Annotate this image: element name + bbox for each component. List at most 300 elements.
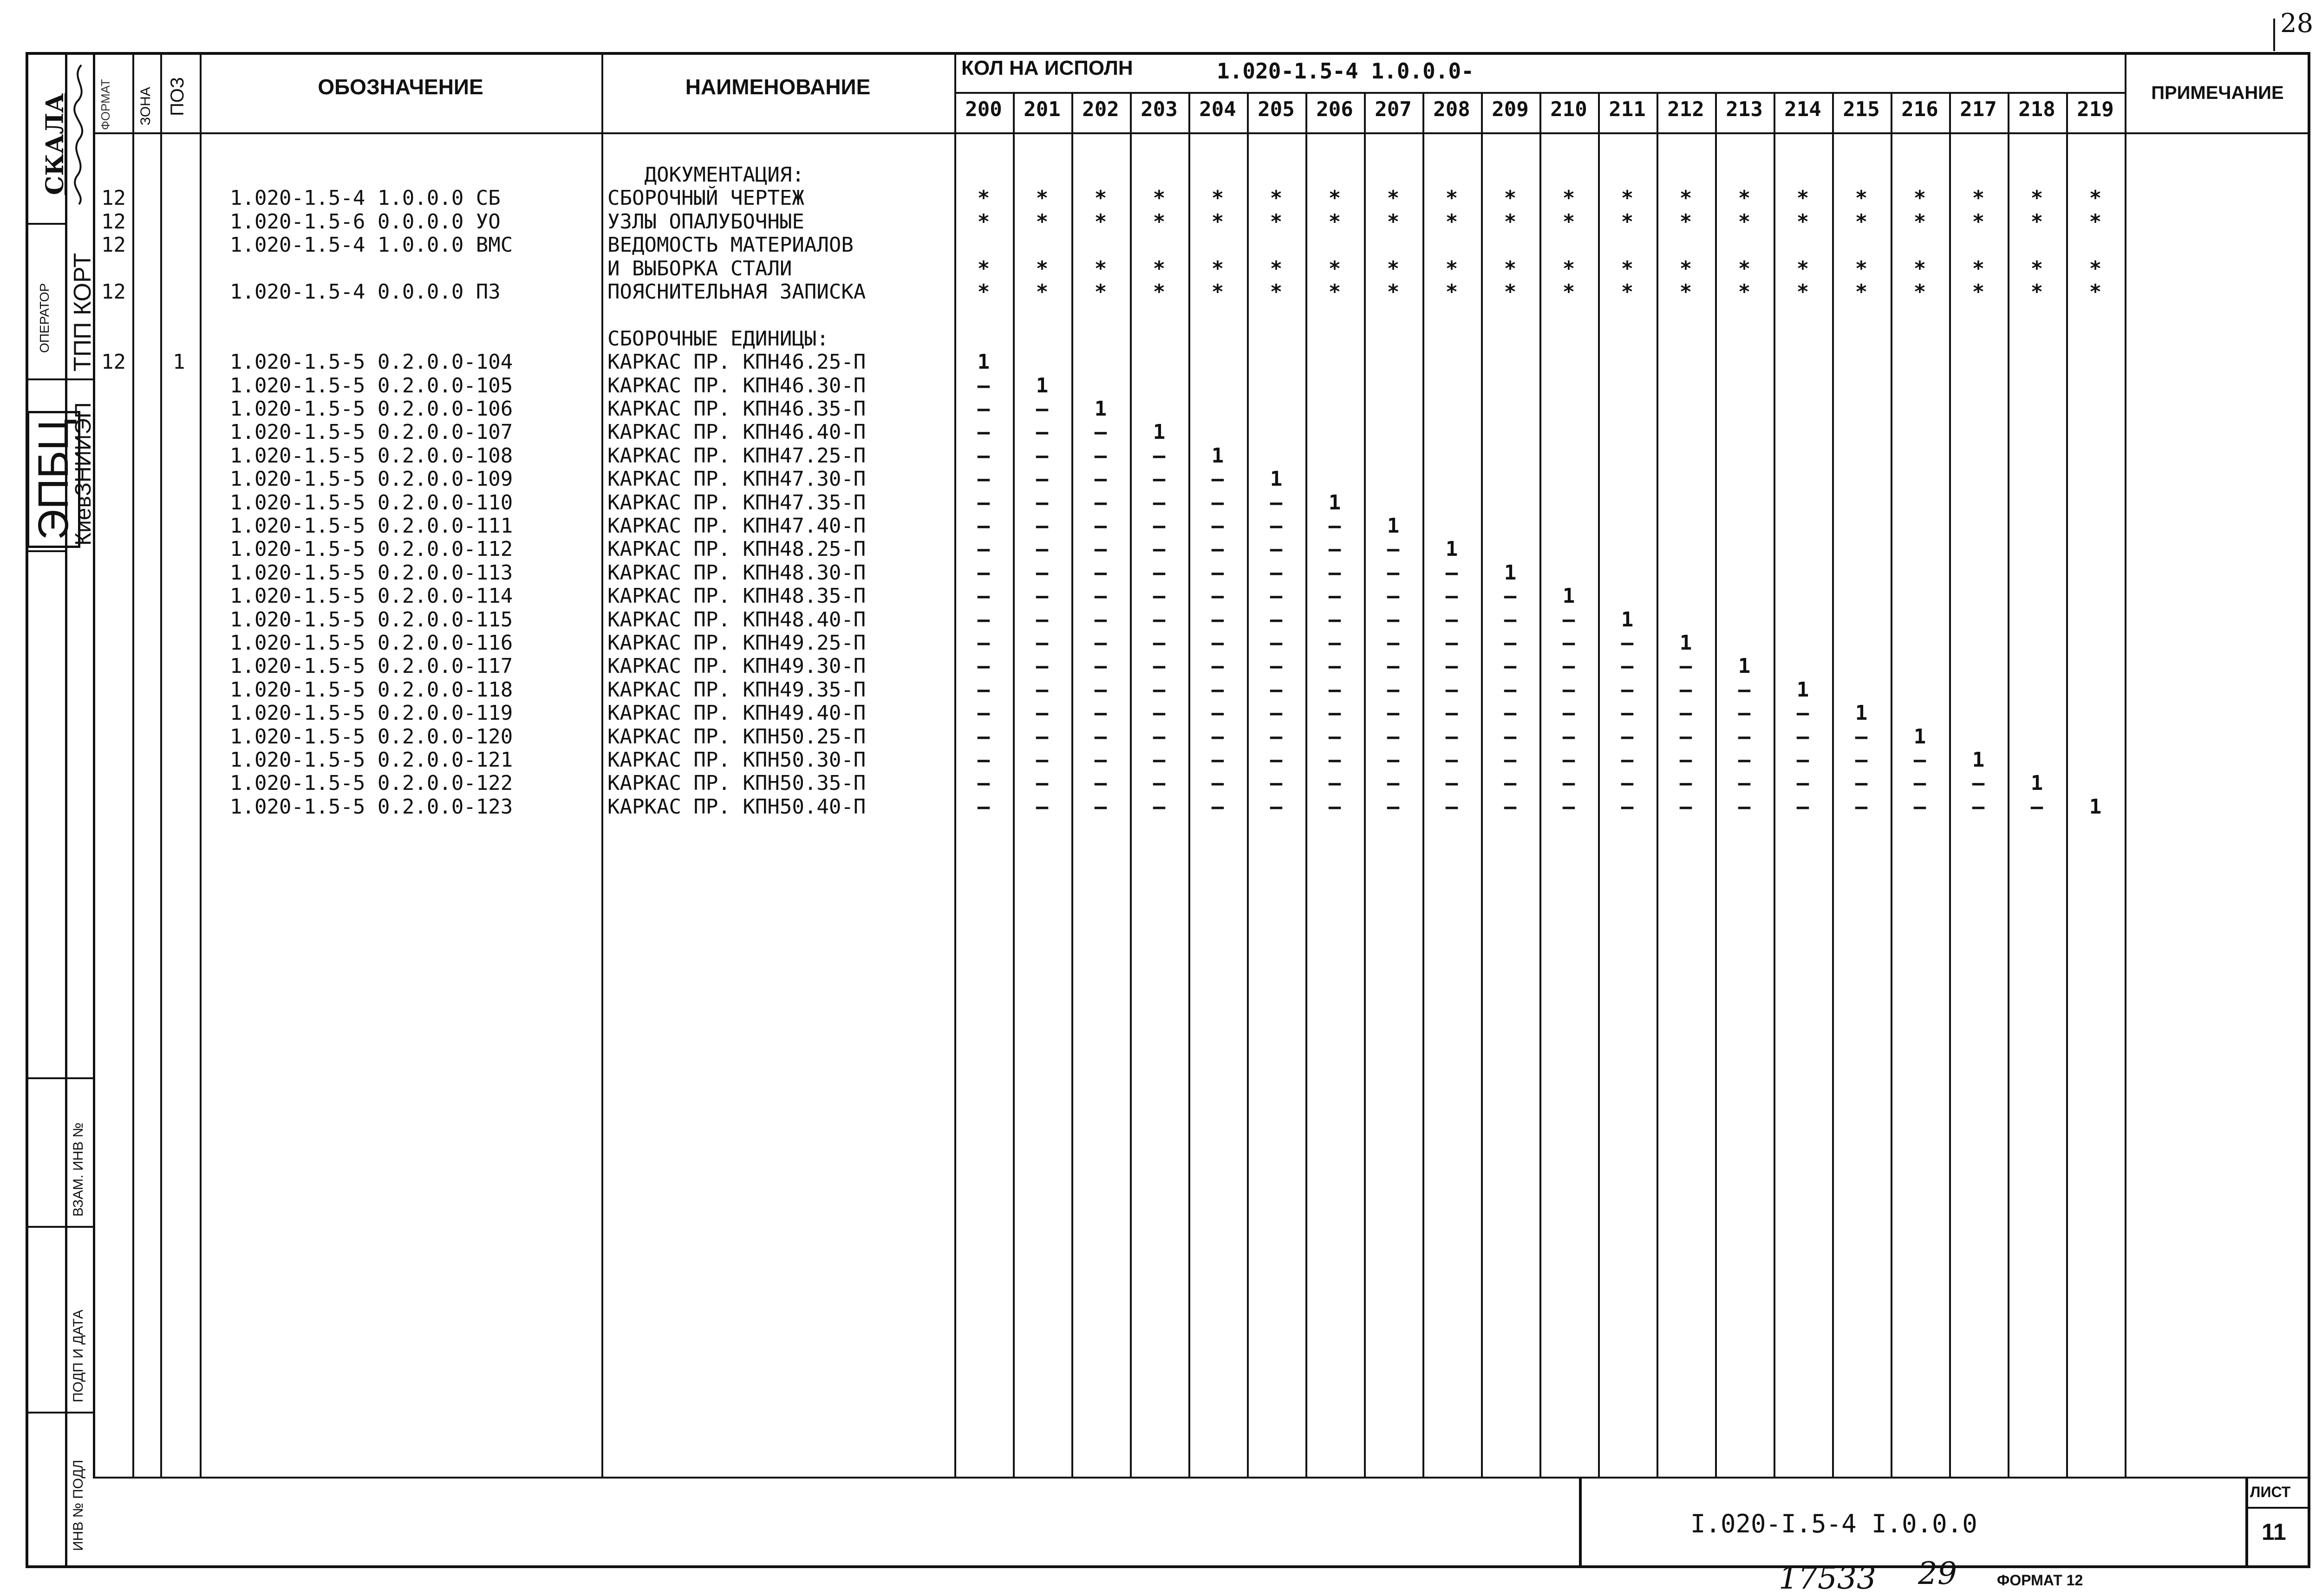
row-qty-cell: 1	[1679, 631, 1692, 655]
row-qty-cell: –	[1328, 701, 1341, 725]
row-qty-cell: –	[1738, 677, 1751, 702]
row-qty-cell: –	[1036, 420, 1049, 444]
variant-column-number: 200	[965, 98, 1002, 121]
row-qty-cell: –	[1855, 795, 1868, 819]
row-qty-cell: *	[1094, 280, 1107, 304]
row-qty-cell: –	[1796, 795, 1809, 819]
row-qty-cell: –	[977, 514, 990, 538]
row-designation: 1.020-1.5-5 0.2.0.0-117	[230, 654, 513, 678]
row-qty-cell: –	[977, 584, 990, 608]
row-qty-cell: *	[1445, 186, 1458, 210]
row-qty-cell: –	[1270, 490, 1283, 515]
row-qty-cell: –	[1036, 537, 1049, 561]
row-qty-cell: *	[1679, 280, 1692, 304]
row-qty-cell: –	[1796, 748, 1809, 772]
row-designation: 1.020-1.5-5 0.2.0.0-105	[230, 373, 513, 397]
row-qty-cell: –	[1387, 631, 1400, 655]
row-qty-cell: –	[1094, 514, 1107, 538]
row-qty-cell: –	[1211, 771, 1224, 795]
row-qty-cell: –	[1562, 748, 1575, 772]
row-qty-cell: –	[1153, 677, 1166, 702]
row-qty-cell: *	[1387, 256, 1400, 280]
variant-column-number: 203	[1141, 98, 1178, 121]
header-naimenovanie: НАИМЕНОВАНИЕ	[685, 75, 871, 99]
row-qty-cell: –	[1621, 701, 1634, 725]
row-qty-cell: *	[1796, 256, 1809, 280]
row-qty-cell: *	[2030, 186, 2043, 210]
row-qty-cell: –	[1738, 795, 1751, 819]
row-qty-cell: –	[1621, 795, 1634, 819]
row-qty-cell: 1	[1621, 607, 1634, 632]
variant-column-number: 217	[1960, 98, 1997, 121]
row-qty-cell: –	[977, 654, 990, 678]
row-qty-cell: –	[1036, 795, 1049, 819]
row-qty-cell: –	[1211, 537, 1224, 561]
row-qty-cell: –	[1153, 631, 1166, 655]
row-designation: 1.020-1.5-6 0.0.0.0 УО	[230, 209, 501, 234]
row-qty-cell: –	[1387, 537, 1400, 561]
row-name: КАРКАС ПР. КПН48.35-П	[607, 584, 866, 608]
col-line-prim	[2125, 55, 2126, 1479]
page-number-tick	[2273, 19, 2275, 51]
row-qty-cell: *	[1738, 280, 1751, 304]
row-designation: 1.020-1.5-5 0.2.0.0-110	[230, 490, 513, 515]
variant-column-number: 212	[1667, 98, 1704, 121]
row-name: КАРКАС ПР. КПН50.40-П	[607, 795, 866, 819]
row-qty-cell: –	[1445, 795, 1458, 819]
row-qty-cell: –	[1328, 654, 1341, 678]
row-designation: 1.020-1.5-5 0.2.0.0-109	[230, 467, 513, 491]
row-qty-cell: –	[977, 397, 990, 421]
row-qty-cell: –	[1036, 771, 1049, 795]
row-format: 12	[101, 350, 126, 374]
row-qty-cell: –	[1387, 584, 1400, 608]
row-qty-cell: 1	[1855, 701, 1868, 725]
kievzniiep-label: КиевЗНИИЭП	[71, 402, 96, 546]
row-qty-cell: –	[1328, 724, 1341, 749]
row-qty-cell: –	[1796, 724, 1809, 749]
row-designation: 1.020-1.5-5 0.2.0.0-114	[230, 584, 513, 608]
row-qty-cell: *	[1211, 186, 1224, 210]
row-qty-cell: 1	[1504, 560, 1517, 585]
row-qty-cell: *	[1972, 280, 1985, 304]
row-qty-cell: –	[1621, 748, 1634, 772]
row-name: ВЕДОМОСТЬ МАТЕРИАЛОВ	[607, 233, 854, 257]
row-qty-cell: –	[1094, 677, 1107, 702]
row-qty-cell: –	[1679, 771, 1692, 795]
header-bottom-line	[93, 132, 2308, 134]
row-qty-cell: –	[1094, 795, 1107, 819]
row-qty-cell: –	[1036, 607, 1049, 632]
row-qty-cell: *	[1972, 256, 1985, 280]
row-qty-cell: –	[1270, 631, 1283, 655]
row-qty-cell: –	[1036, 443, 1049, 468]
row-qty-cell: –	[1738, 771, 1751, 795]
row-qty-cell: *	[1855, 209, 1868, 234]
row-qty-cell: *	[2089, 256, 2102, 280]
row-qty-cell: –	[1153, 490, 1166, 515]
row-qty-cell: *	[1445, 256, 1458, 280]
row-designation: 1.020-1.5-5 0.2.0.0-108	[230, 443, 513, 468]
row-qty-cell: –	[1153, 654, 1166, 678]
row-qty-cell: *	[1270, 186, 1283, 210]
row-qty-cell: –	[1211, 467, 1224, 491]
row-qty-cell: *	[1036, 209, 1049, 234]
row-qty-cell: *	[1094, 256, 1107, 280]
row-qty-cell: *	[1445, 280, 1458, 304]
row-qty-cell: –	[1270, 701, 1283, 725]
row-name: КАРКАС ПР. КПН50.25-П	[607, 724, 866, 749]
row-qty-cell: –	[1621, 771, 1634, 795]
row-qty-cell: –	[1328, 560, 1341, 585]
left-strip-line	[65, 52, 67, 1568]
list-label: ЛИСТ	[2250, 1484, 2291, 1500]
row-name: КАРКАС ПР. КПН47.40-П	[607, 514, 866, 538]
row-qty-cell: –	[1153, 514, 1166, 538]
row-qty-cell: *	[1913, 209, 1926, 234]
row-qty-cell: –	[1153, 748, 1166, 772]
signature-scribble	[67, 60, 93, 209]
row-designation: 1.020-1.5-4 0.0.0.0 ПЗ	[230, 280, 501, 304]
title-block-top-line	[93, 1477, 2308, 1479]
row-qty-cell: –	[1211, 631, 1224, 655]
row-qty-cell: –	[977, 467, 990, 491]
row-qty-cell: –	[1913, 795, 1926, 819]
variant-column-number: 208	[1433, 98, 1470, 121]
row-name: КАРКАС ПР. КПН47.35-П	[607, 490, 866, 515]
row-qty-cell: *	[1328, 280, 1341, 304]
row-qty-cell: –	[1972, 771, 1985, 795]
row-qty-cell: *	[1855, 186, 1868, 210]
col-line-pos	[160, 55, 162, 1479]
row-name: КАРКАС ПР. КПН49.35-П	[607, 677, 866, 702]
row-qty-cell: –	[1504, 795, 1517, 819]
row-qty-cell: *	[1153, 256, 1166, 280]
row-qty-cell: –	[1328, 748, 1341, 772]
row-qty-cell: *	[1387, 280, 1400, 304]
row-qty-cell: *	[1211, 280, 1224, 304]
row-qty-cell: *	[1270, 209, 1283, 234]
row-qty-cell: *	[1621, 209, 1634, 234]
row-name: КАРКАС ПР. КПН50.30-П	[607, 748, 866, 772]
row-qty-cell: *	[1796, 209, 1809, 234]
list-box-split	[2245, 1507, 2310, 1509]
variant-column-number: 215	[1843, 98, 1880, 121]
row-qty-cell: *	[2089, 186, 2102, 210]
row-qty-cell: 1	[1387, 514, 1400, 538]
row-qty-cell: –	[1913, 748, 1926, 772]
row-qty-cell: –	[1094, 443, 1107, 468]
row-qty-cell: –	[1094, 607, 1107, 632]
row-qty-cell: *	[1328, 209, 1341, 234]
row-qty-cell: –	[1328, 537, 1341, 561]
header-variant-base: 1.020-1.5-4 1.0.0.0-	[1217, 59, 1474, 84]
row-qty-cell: 1	[1445, 537, 1458, 561]
row-qty-cell: –	[1445, 677, 1458, 702]
row-qty-cell: –	[1855, 748, 1868, 772]
row-qty-cell: –	[1445, 560, 1458, 585]
row-qty-cell: *	[1562, 186, 1575, 210]
row-designation: 1.020-1.5-5 0.2.0.0-112	[230, 537, 513, 561]
row-qty-cell: –	[1387, 677, 1400, 702]
row-qty-cell: –	[1036, 397, 1049, 421]
row-qty-cell: –	[1211, 607, 1224, 632]
left-strip-divider-5	[26, 1226, 93, 1228]
row-qty-cell: –	[1094, 584, 1107, 608]
header-pos: ПОЗ	[167, 77, 188, 116]
row-qty-cell: *	[1621, 280, 1634, 304]
row-qty-cell: –	[1211, 677, 1224, 702]
row-pos: 1	[173, 350, 185, 374]
row-format: 12	[101, 186, 126, 210]
row-qty-cell: *	[1094, 209, 1107, 234]
row-designation: 1.020-1.5-5 0.2.0.0-111	[230, 514, 513, 538]
row-qty-cell: *	[1621, 256, 1634, 280]
row-qty-cell: –	[1387, 771, 1400, 795]
row-qty-cell: *	[1504, 280, 1517, 304]
row-qty-cell: 1	[1972, 748, 1985, 772]
row-qty-cell: –	[1504, 607, 1517, 632]
row-qty-cell: –	[1855, 771, 1868, 795]
row-qty-cell: –	[1738, 724, 1751, 749]
row-qty-cell: –	[1270, 724, 1283, 749]
row-qty-cell: –	[1387, 607, 1400, 632]
row-qty-cell: *	[1738, 186, 1751, 210]
row-qty-cell: –	[1445, 771, 1458, 795]
row-qty-cell: –	[1679, 748, 1692, 772]
row-qty-cell: 1	[1738, 654, 1751, 678]
row-qty-cell: –	[1153, 701, 1166, 725]
row-qty-cell: –	[1562, 771, 1575, 795]
row-qty-cell: –	[1094, 771, 1107, 795]
row-qty-cell: *	[977, 256, 990, 280]
left-strip-divider-1	[26, 223, 67, 225]
row-qty-cell: –	[1211, 654, 1224, 678]
row-qty-cell: –	[1562, 654, 1575, 678]
row-qty-cell: –	[1153, 537, 1166, 561]
row-qty-cell: –	[1036, 514, 1049, 538]
row-qty-cell: –	[1153, 443, 1166, 468]
row-qty-cell: –	[1504, 748, 1517, 772]
row-qty-cell: –	[1153, 795, 1166, 819]
footer-format: ФОРМАТ 12	[1997, 1572, 2083, 1589]
row-qty-cell: –	[1211, 795, 1224, 819]
row-qty-cell: –	[1972, 795, 1985, 819]
title-block-box	[1579, 1477, 1582, 1568]
row-qty-cell: *	[1913, 280, 1926, 304]
row-qty-cell: *	[1094, 186, 1107, 210]
variant-column-number: 213	[1726, 98, 1763, 121]
row-qty-cell: *	[1679, 209, 1692, 234]
row-qty-cell: –	[1270, 795, 1283, 819]
left-strip-divider-2	[26, 378, 93, 380]
left-strip-divider-4	[26, 1077, 93, 1079]
row-qty-cell: –	[1036, 724, 1049, 749]
row-qty-cell: 1	[1796, 677, 1809, 702]
row-qty-cell: –	[1504, 724, 1517, 749]
row-qty-cell: –	[1387, 560, 1400, 585]
row-qty-cell: –	[1036, 560, 1049, 585]
row-qty-cell: –	[1036, 490, 1049, 515]
row-designation: 1.020-1.5-5 0.2.0.0-106	[230, 397, 513, 421]
row-qty-cell: –	[1036, 631, 1049, 655]
row-qty-cell: –	[1679, 677, 1692, 702]
header-zona: ЗОНА	[138, 87, 153, 125]
row-designation: 1.020-1.5-5 0.2.0.0-116	[230, 631, 513, 655]
row-qty-cell: –	[1270, 654, 1283, 678]
row-qty-cell: –	[1211, 748, 1224, 772]
row-qty-cell: *	[1855, 256, 1868, 280]
vzam-inv-label: ВЗАМ. ИНВ №	[71, 1122, 86, 1217]
row-name: КАРКАС ПР. КПН46.25-П	[607, 350, 866, 374]
row-qty-cell: *	[2030, 256, 2043, 280]
row-qty-cell: –	[977, 560, 990, 585]
row-qty-cell: –	[1445, 724, 1458, 749]
row-qty-cell: 1	[1094, 397, 1107, 421]
row-qty-cell: *	[1913, 186, 1926, 210]
variant-column-number: 204	[1199, 98, 1236, 121]
skala-label: СКАЛА	[41, 93, 69, 195]
title-designation: I.020-I.5-4 I.0.0.0	[1690, 1509, 1977, 1538]
page-number-top: 28	[2280, 8, 2314, 39]
row-name: КАРКАС ПР. КПН47.30-П	[607, 467, 866, 491]
row-qty-cell: *	[1036, 186, 1049, 210]
header-primechanie: ПРИМЕЧАНИЕ	[2151, 83, 2284, 103]
variant-column-number: 206	[1316, 98, 1353, 121]
row-qty-cell: –	[1913, 771, 1926, 795]
row-qty-cell: –	[1387, 724, 1400, 749]
row-designation: 1.020-1.5-4 1.0.0.0 СБ	[230, 186, 501, 210]
variant-column-number: 216	[1901, 98, 1938, 121]
row-qty-cell: –	[1621, 654, 1634, 678]
row-designation: 1.020-1.5-5 0.2.0.0-113	[230, 560, 513, 585]
podp-data-label: ПОДП И ДАТА	[71, 1309, 86, 1402]
row-qty-cell: –	[977, 373, 990, 397]
row-name: УЗЛЫ ОПАЛУБОЧНЫЕ	[607, 209, 804, 234]
row-qty-cell: 1	[1036, 373, 1049, 397]
row-qty-cell: –	[1036, 748, 1049, 772]
row-designation: 1.020-1.5-5 0.2.0.0-104	[230, 350, 513, 374]
row-qty-cell: *	[1270, 280, 1283, 304]
row-qty-cell: *	[1153, 280, 1166, 304]
row-qty-cell: –	[1036, 584, 1049, 608]
row-qty-cell: –	[1679, 654, 1692, 678]
row-qty-cell: *	[1738, 256, 1751, 280]
row-qty-cell: –	[1094, 490, 1107, 515]
row-name: КАРКАС ПР. КПН50.35-П	[607, 771, 866, 795]
row-qty-cell: –	[1270, 560, 1283, 585]
row-qty-cell: –	[1094, 631, 1107, 655]
row-qty-cell: –	[977, 748, 990, 772]
row-qty-cell: –	[1153, 607, 1166, 632]
row-format: 12	[101, 209, 126, 234]
row-qty-cell: –	[977, 795, 990, 819]
row-qty-cell: –	[1562, 795, 1575, 819]
row-qty-cell: *	[1211, 209, 1224, 234]
row-qty-cell: –	[1504, 771, 1517, 795]
row-qty-cell: –	[1270, 537, 1283, 561]
row-designation: 1.020-1.5-5 0.2.0.0-115	[230, 607, 513, 632]
variant-column-number: 205	[1258, 98, 1295, 121]
row-name: КАРКАС ПР. КПН48.40-П	[607, 607, 866, 632]
row-qty-cell: –	[1094, 748, 1107, 772]
row-qty-cell: *	[2030, 209, 2043, 234]
row-qty-cell: –	[1738, 701, 1751, 725]
row-qty-cell: –	[1328, 677, 1341, 702]
row-qty-cell: –	[1153, 560, 1166, 585]
row-qty-cell: 1	[1328, 490, 1341, 515]
row-qty-cell: *	[1679, 256, 1692, 280]
row-qty-cell: –	[977, 771, 990, 795]
row-name: КАРКАС ПР. КПН49.25-П	[607, 631, 866, 655]
row-qty-cell: *	[1738, 209, 1751, 234]
row-name: СБОРОЧНЫЙ ЧЕРТЕЖ	[607, 186, 804, 210]
variant-column-number: 210	[1550, 98, 1587, 121]
row-qty-cell: –	[1328, 795, 1341, 819]
row-name: КАРКАС ПР. КПН48.30-П	[607, 560, 866, 585]
row-qty-cell: –	[1855, 724, 1868, 749]
row-qty-cell: 1	[1270, 467, 1283, 491]
col-line-zona	[132, 55, 134, 1479]
row-qty-cell: –	[1679, 724, 1692, 749]
row-qty-cell: *	[1445, 209, 1458, 234]
row-qty-cell: –	[1504, 584, 1517, 608]
row-qty-cell: –	[1036, 701, 1049, 725]
variant-column-number: 219	[2077, 98, 2114, 121]
row-qty-cell: *	[1796, 186, 1809, 210]
header-oboznachenie: ОБОЗНАЧЕНИЕ	[318, 75, 483, 99]
row-qty-cell: 1	[1211, 443, 1224, 468]
row-qty-cell: *	[1562, 256, 1575, 280]
variant-column-number: 207	[1375, 98, 1412, 121]
row-name: КАРКАС ПР. КПН46.30-П	[607, 373, 866, 397]
row-qty-cell: –	[977, 724, 990, 749]
row-designation: 1.020-1.5-5 0.2.0.0-119	[230, 701, 513, 725]
row-qty-cell: *	[977, 209, 990, 234]
row-qty-cell: –	[1270, 514, 1283, 538]
row-qty-cell: –	[1679, 701, 1692, 725]
footer-handwritten-page: 29	[1918, 1556, 1957, 1591]
row-qty-cell: –	[1211, 584, 1224, 608]
epbc-stamp: ЭПБЦ	[27, 411, 80, 548]
variant-column-number: 209	[1492, 98, 1529, 121]
row-qty-cell: –	[977, 677, 990, 702]
row-designation: 1.020-1.5-5 0.2.0.0-121	[230, 748, 513, 772]
row-qty-cell: 1	[1153, 420, 1166, 444]
row-qty-cell: –	[1211, 560, 1224, 585]
row-qty-cell: –	[1387, 654, 1400, 678]
row-qty-cell: –	[1094, 654, 1107, 678]
row-qty-cell: *	[1796, 280, 1809, 304]
row-qty-cell: –	[1094, 537, 1107, 561]
variant-column-number: 211	[1609, 98, 1646, 121]
row-qty-cell: –	[1621, 631, 1634, 655]
row-qty-cell: –	[1094, 560, 1107, 585]
row-qty-cell: –	[1387, 701, 1400, 725]
list-box-left	[2245, 1477, 2248, 1568]
row-qty-cell: –	[977, 631, 990, 655]
row-qty-cell: *	[1036, 280, 1049, 304]
row-name: КАРКАС ПР. КПН49.40-П	[607, 701, 866, 725]
row-qty-cell: –	[2030, 795, 2043, 819]
row-designation: 1.020-1.5-5 0.2.0.0-120	[230, 724, 513, 749]
row-qty-cell: –	[1387, 748, 1400, 772]
row-qty-cell: –	[1328, 771, 1341, 795]
row-qty-cell: *	[1621, 186, 1634, 210]
row-qty-cell: *	[977, 186, 990, 210]
variant-column-number: 214	[1784, 98, 1821, 121]
row-qty-cell: –	[1445, 654, 1458, 678]
